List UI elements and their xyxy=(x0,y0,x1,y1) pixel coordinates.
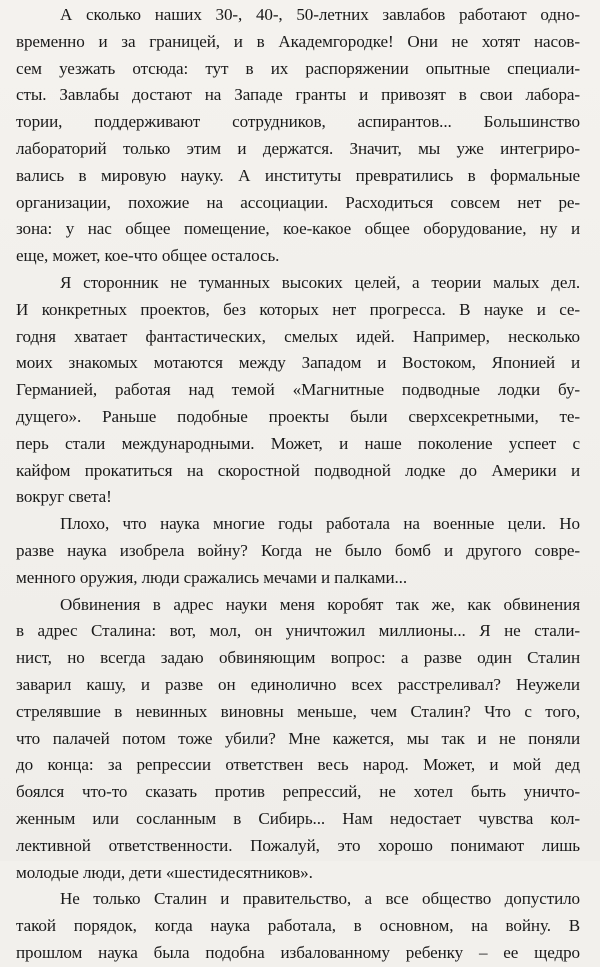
text-line: до конца: за репрессии ответствен весь народ. Может, и мой дед xyxy=(16,755,580,775)
text-line: лабораторий только этим и держатся. Значит, мы уже интегриро- xyxy=(16,138,580,158)
text-line: вокруг света! xyxy=(16,487,112,507)
text-line: И конкретных проектов, без которых нет прогресса. В науке и се- xyxy=(16,299,580,319)
text-line: годня хватает фантастических, смелых идей. Например, несколько xyxy=(16,326,580,346)
text-line: кайфом прокатиться на скоростной подводной лодке до Америки и xyxy=(16,460,580,480)
text-line: нист, но всегда задаю обвиняющим вопрос: а разве один Сталин xyxy=(16,648,580,668)
text-line: А сколько наших 30-, 40-, 50-летних завлабов работают одно- xyxy=(60,5,580,24)
text-line: заварил кашу, и разве он единолично всех расстреливал? Неужели xyxy=(16,674,580,694)
text-line: дущего». Раньше подобные проекты были сверхсекретными, те- xyxy=(16,406,580,426)
text-line: сем уезжать отсюда: тут в их распоряжении опытные специали- xyxy=(16,58,580,78)
text-line: вались в мировую науку. А институты превратились в формальные xyxy=(16,165,580,185)
text-line: женным или сосланным в Сибирь... Нам недостает чувства кол- xyxy=(16,808,580,828)
text-line: лективной ответственности. Пожалуй, это хорошо понимают лишь xyxy=(16,835,580,855)
text-line: Плохо, что наука многие годы работала на военные цели. Но xyxy=(60,514,580,534)
text-line: такой порядок, когда наука работала, в основном, на войну. В xyxy=(16,916,580,936)
text-line: организации, похожие на ассоциации. Расходиться совсем нет ре- xyxy=(16,192,580,212)
paragraph xyxy=(16,886,580,966)
paragraph xyxy=(16,511,580,591)
text-line: Обвинения в адрес науки меня коробят так же, как обвинения xyxy=(60,594,580,614)
text-line: тории, поддерживают сотрудников, аспирантов... Большинство xyxy=(16,112,580,132)
text-line: что палачей потом тоже убили? Мне кажется, мы так и не поняли xyxy=(16,728,580,748)
text-line: Не только Сталин и правительство, а все общество допустило xyxy=(60,889,580,909)
text-line: стрелявшие в невинных виновны меньше, чем Сталин? Что с того, xyxy=(16,701,580,721)
text-line: еще, может, кое-что общее осталось. xyxy=(16,246,280,266)
text-line: сты. Завлабы достают на Западе гранты и привозят в свои лабора- xyxy=(16,85,580,105)
text-line: в адрес Сталина: вот, мол, он уничтожил миллионы... Я не стали- xyxy=(16,621,580,641)
body-text xyxy=(16,2,580,967)
paragraph xyxy=(16,270,580,511)
text-line: Я сторонник не туманных высоких целей, а теории малых дел. xyxy=(60,272,580,292)
text-line: прошлом наука была подобна избалованному ребенку – ее щедро xyxy=(16,942,580,962)
text-line: перь стали международными. Может, и наше поколение успеет с xyxy=(16,433,580,453)
text-line: временно и за границей, и в Академгородке! Они не хотят насов- xyxy=(16,31,580,51)
text-line: боялся что-то сказать против репрессий, не хотел быть уничто- xyxy=(16,782,580,802)
text-line: менного оружия, люди сражались мечами и палками... xyxy=(16,567,408,587)
paragraph xyxy=(16,592,580,887)
text-line: моих знакомых мотаются между Западом и Востоком, Японией и xyxy=(16,353,580,373)
text-line: зона: у нас общее помещение, кое-какое общее оборудование, ну и xyxy=(16,219,580,239)
text-line: молодые люди, дети «шестидесятников». xyxy=(16,862,313,882)
paragraph xyxy=(16,2,580,270)
text-line: Германией, работая над темой «Магнитные подводные лодки бу- xyxy=(16,380,580,400)
text-line: разве наука изобрела войну? Когда не было бомб и другого совре- xyxy=(16,540,580,560)
